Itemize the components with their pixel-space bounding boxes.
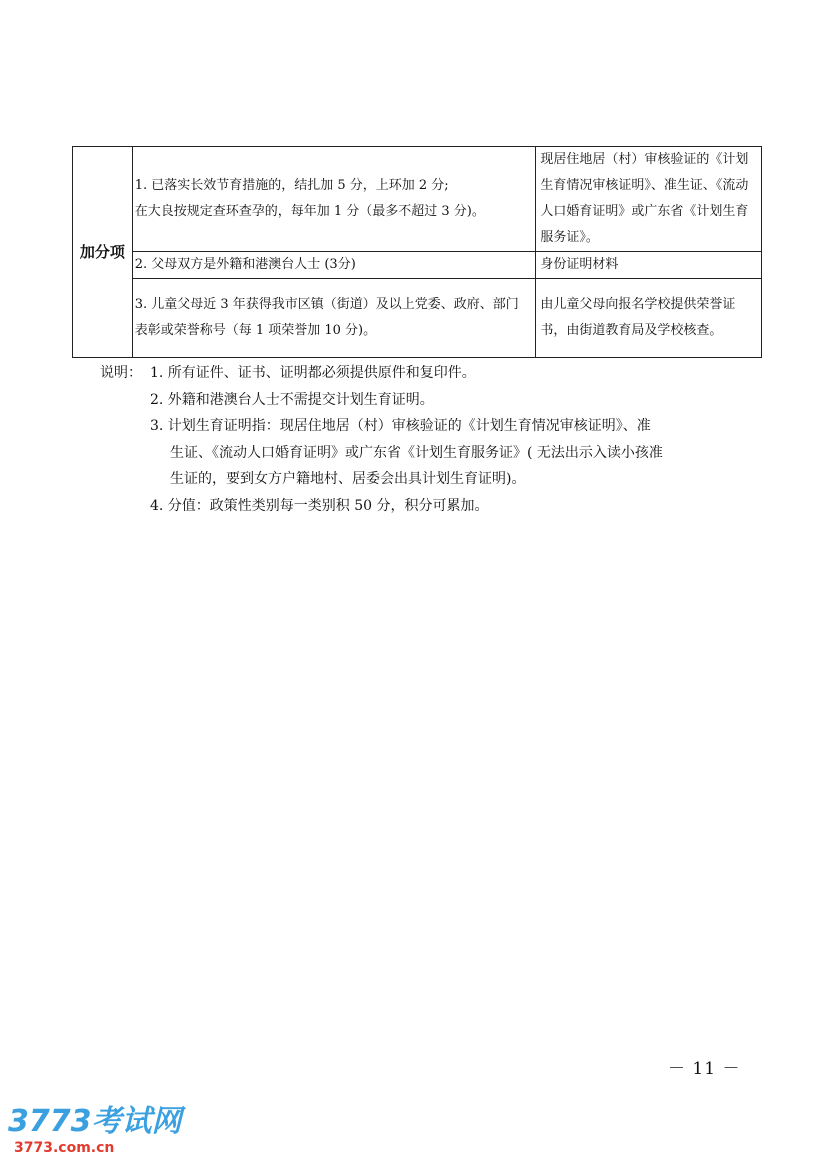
site-watermark-logo[interactable]: [8, 1104, 188, 1170]
watermark-title: 3773考试网: [8, 1104, 182, 1139]
criteria-text: 表彰或荣誉称号（每 1 项荣誉加 10 分)。: [134, 323, 377, 338]
note-text: 生证、《流动人口婚育证明》或广东省《计划生育服务证》( 无法出示入读小孩准: [170, 444, 663, 461]
notes-label: 说明：: [100, 365, 142, 381]
evidence-text: 服务证》。: [540, 230, 599, 245]
evidence-text: 生育情况审核证明》、准生证、《流动: [540, 178, 749, 193]
note-text: 4. 分值：政策性类别每一类别积 50 分，积分可累加。: [150, 497, 489, 514]
note-item: [100, 387, 663, 414]
criteria-text: 1. 已落实长效节育措施的，结扎加 5 分，上环加 2 分;: [134, 178, 449, 193]
note-text: 1. 所有证件、证书、证明都必须提供原件和复印件。: [150, 365, 476, 381]
note-item: [100, 360, 663, 387]
note-text: 3. 计划生育证明指：现居住地居（村）审核验证的《计划生育情况审核证明》、准: [150, 418, 651, 434]
table-row: [73, 252, 762, 279]
criteria-text: 2. 父母双方是外籍和港澳台人士 (3分): [134, 257, 356, 272]
evidence-text: 身份证明材料: [540, 257, 619, 272]
criteria-text: 在大良按规定查环查孕的，每年加 1 分（最多不超过 3 分)。: [134, 204, 485, 219]
evidence-cell: [536, 147, 762, 252]
evidence-cell: [536, 252, 762, 279]
table-row: [73, 147, 762, 252]
watermark-url: 3773.com.cn: [14, 1140, 115, 1156]
evidence-text: 书，由街道教育局及学校核查。: [540, 323, 723, 338]
note-item: [100, 493, 663, 520]
note-text: 生证的，要到女方户籍地村、居委会出具计划生育证明)。: [170, 471, 526, 487]
criteria-text: 3. 儿童父母近 3 年获得我市区镇（街道）及以上党委、政府、部门: [134, 297, 519, 312]
table-row: [73, 279, 762, 358]
criteria-cell: [132, 147, 536, 252]
evidence-text: 由儿童父母向报名学校提供荣誉证: [540, 297, 736, 312]
evidence-text: 现居住地居（村）审核验证的《计划: [540, 152, 749, 167]
page-number: － 11 －: [668, 1059, 741, 1079]
notes-section: [100, 360, 663, 519]
note-item: [100, 413, 663, 493]
evidence-cell: [536, 279, 762, 358]
bonus-points-table: [72, 146, 762, 358]
criteria-cell: [132, 252, 536, 279]
evidence-text: 人口婚育证明》或广东省《计划生育: [540, 204, 749, 219]
note-text: 2. 外籍和港澳台人士不需提交计划生育证明。: [150, 391, 434, 408]
category-cell: 加分项: [73, 147, 133, 358]
criteria-cell: [132, 279, 536, 358]
